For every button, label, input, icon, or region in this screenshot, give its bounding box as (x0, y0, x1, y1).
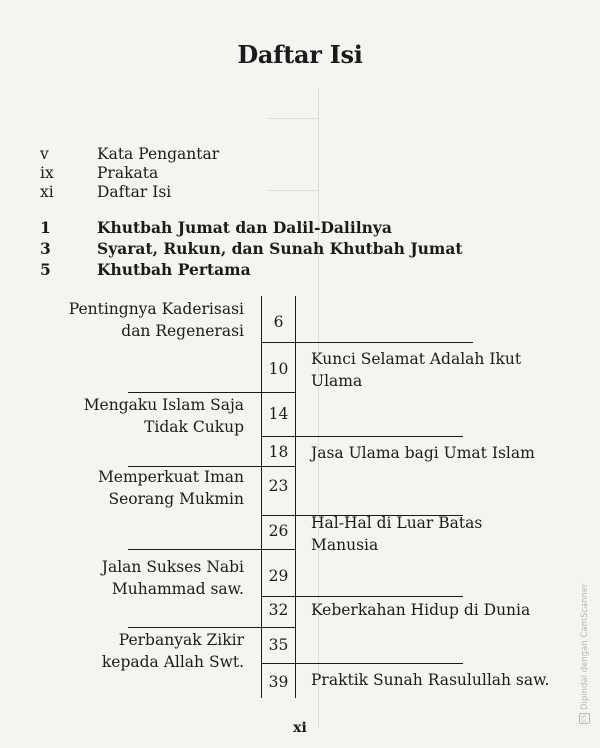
toc-entry-page: 26 (268, 522, 289, 540)
toc-entry-line: Seorang Mukmin (108, 490, 244, 508)
front-matter-page: ix (40, 164, 54, 182)
table-rule (128, 549, 296, 550)
front-matter-label: Daftar Isi (97, 183, 172, 201)
toc-entry-title (311, 599, 530, 621)
toc-entry-page: 18 (268, 443, 289, 461)
page-folio: xi (293, 720, 307, 736)
table-rule (128, 627, 296, 628)
chapter-page: 3 (40, 239, 51, 258)
chapter-row (40, 260, 460, 280)
toc-entry-title (98, 466, 244, 510)
toc-entry-title (102, 556, 244, 600)
scanner-watermark-text: Dipindai dengan CamScanner (580, 583, 590, 710)
front-matter-label: Prakata (97, 164, 159, 182)
page-title: Daftar Isi (237, 40, 363, 69)
toc-entry-line: Tidak Cukup (144, 418, 244, 436)
table-rule (261, 596, 463, 597)
toc-entry-line: Ulama (311, 372, 363, 390)
chapter-page: 1 (40, 218, 51, 237)
toc-entry-page: 23 (268, 477, 289, 495)
column-rule-right (295, 296, 296, 698)
toc-entry-line: Kunci Selamat Adalah Ikut (311, 350, 522, 368)
toc-entry-line: Pentingnya Kaderisasi (68, 300, 244, 318)
camscanner-icon: CS (581, 714, 588, 723)
toc-entry-line: Mengaku Islam Saja (83, 396, 244, 414)
toc-entry-line: Praktik Sunah Rasulullah saw. (311, 671, 550, 689)
bleed-through-rule (268, 118, 318, 119)
toc-entry-line: kepada Allah Swt. (101, 653, 244, 671)
toc-entry-page: 39 (268, 673, 289, 691)
toc-entry-page: 29 (268, 567, 289, 585)
toc-entry-line: Muhammad saw. (111, 580, 244, 598)
toc-entry-page: 32 (268, 601, 289, 619)
front-matter-row (40, 145, 340, 165)
toc-entry-line: Jasa Ulama bagi Umat Islam (311, 444, 535, 462)
table-rule (128, 392, 296, 393)
table-rule (261, 342, 473, 343)
toc-entry-page: 35 (268, 636, 289, 654)
chapter-label: Khutbah Pertama (97, 260, 251, 279)
chapter-row (40, 239, 463, 259)
toc-entry-title (69, 298, 244, 342)
toc-entry-title (102, 629, 244, 673)
toc-entry-page: 6 (273, 313, 284, 331)
scanner-watermark (579, 583, 590, 724)
chapter-row (40, 218, 460, 238)
front-matter-row (40, 183, 340, 203)
chapter-label: Khutbah Jumat dan Dalil-Dalilnya (97, 218, 392, 237)
toc-entry-line: Keberkahan Hidup di Dunia (311, 601, 531, 619)
toc-entry-page: 10 (268, 360, 289, 378)
chapter-label: Syarat, Rukun, dan Sunah Khutbah Jumat (97, 239, 463, 258)
front-matter-page: v (40, 145, 49, 163)
table-rule (261, 663, 463, 664)
toc-entry-title (311, 442, 535, 464)
toc-entry-line: Hal-Hal di Luar Batas (311, 514, 483, 532)
front-matter-label: Kata Pengantar (97, 145, 220, 163)
front-matter-row (40, 164, 340, 184)
toc-entry-line: Perbanyak Zikir (118, 631, 244, 649)
toc-entry-line: Memperkuat Iman (97, 468, 244, 486)
toc-entry-title (311, 348, 521, 392)
toc-entry-title (84, 394, 244, 438)
front-matter-page: xi (40, 183, 54, 201)
table-rule (261, 436, 463, 437)
toc-entry-line: dan Regenerasi (121, 322, 244, 340)
chapter-page: 5 (40, 260, 51, 279)
toc-entry-page: 14 (268, 405, 289, 423)
toc-entry-title (311, 669, 549, 691)
toc-entry-title (311, 512, 482, 556)
toc-entry-line: Manusia (311, 536, 379, 554)
toc-entry-line: Jalan Sukses Nabi (101, 558, 244, 576)
